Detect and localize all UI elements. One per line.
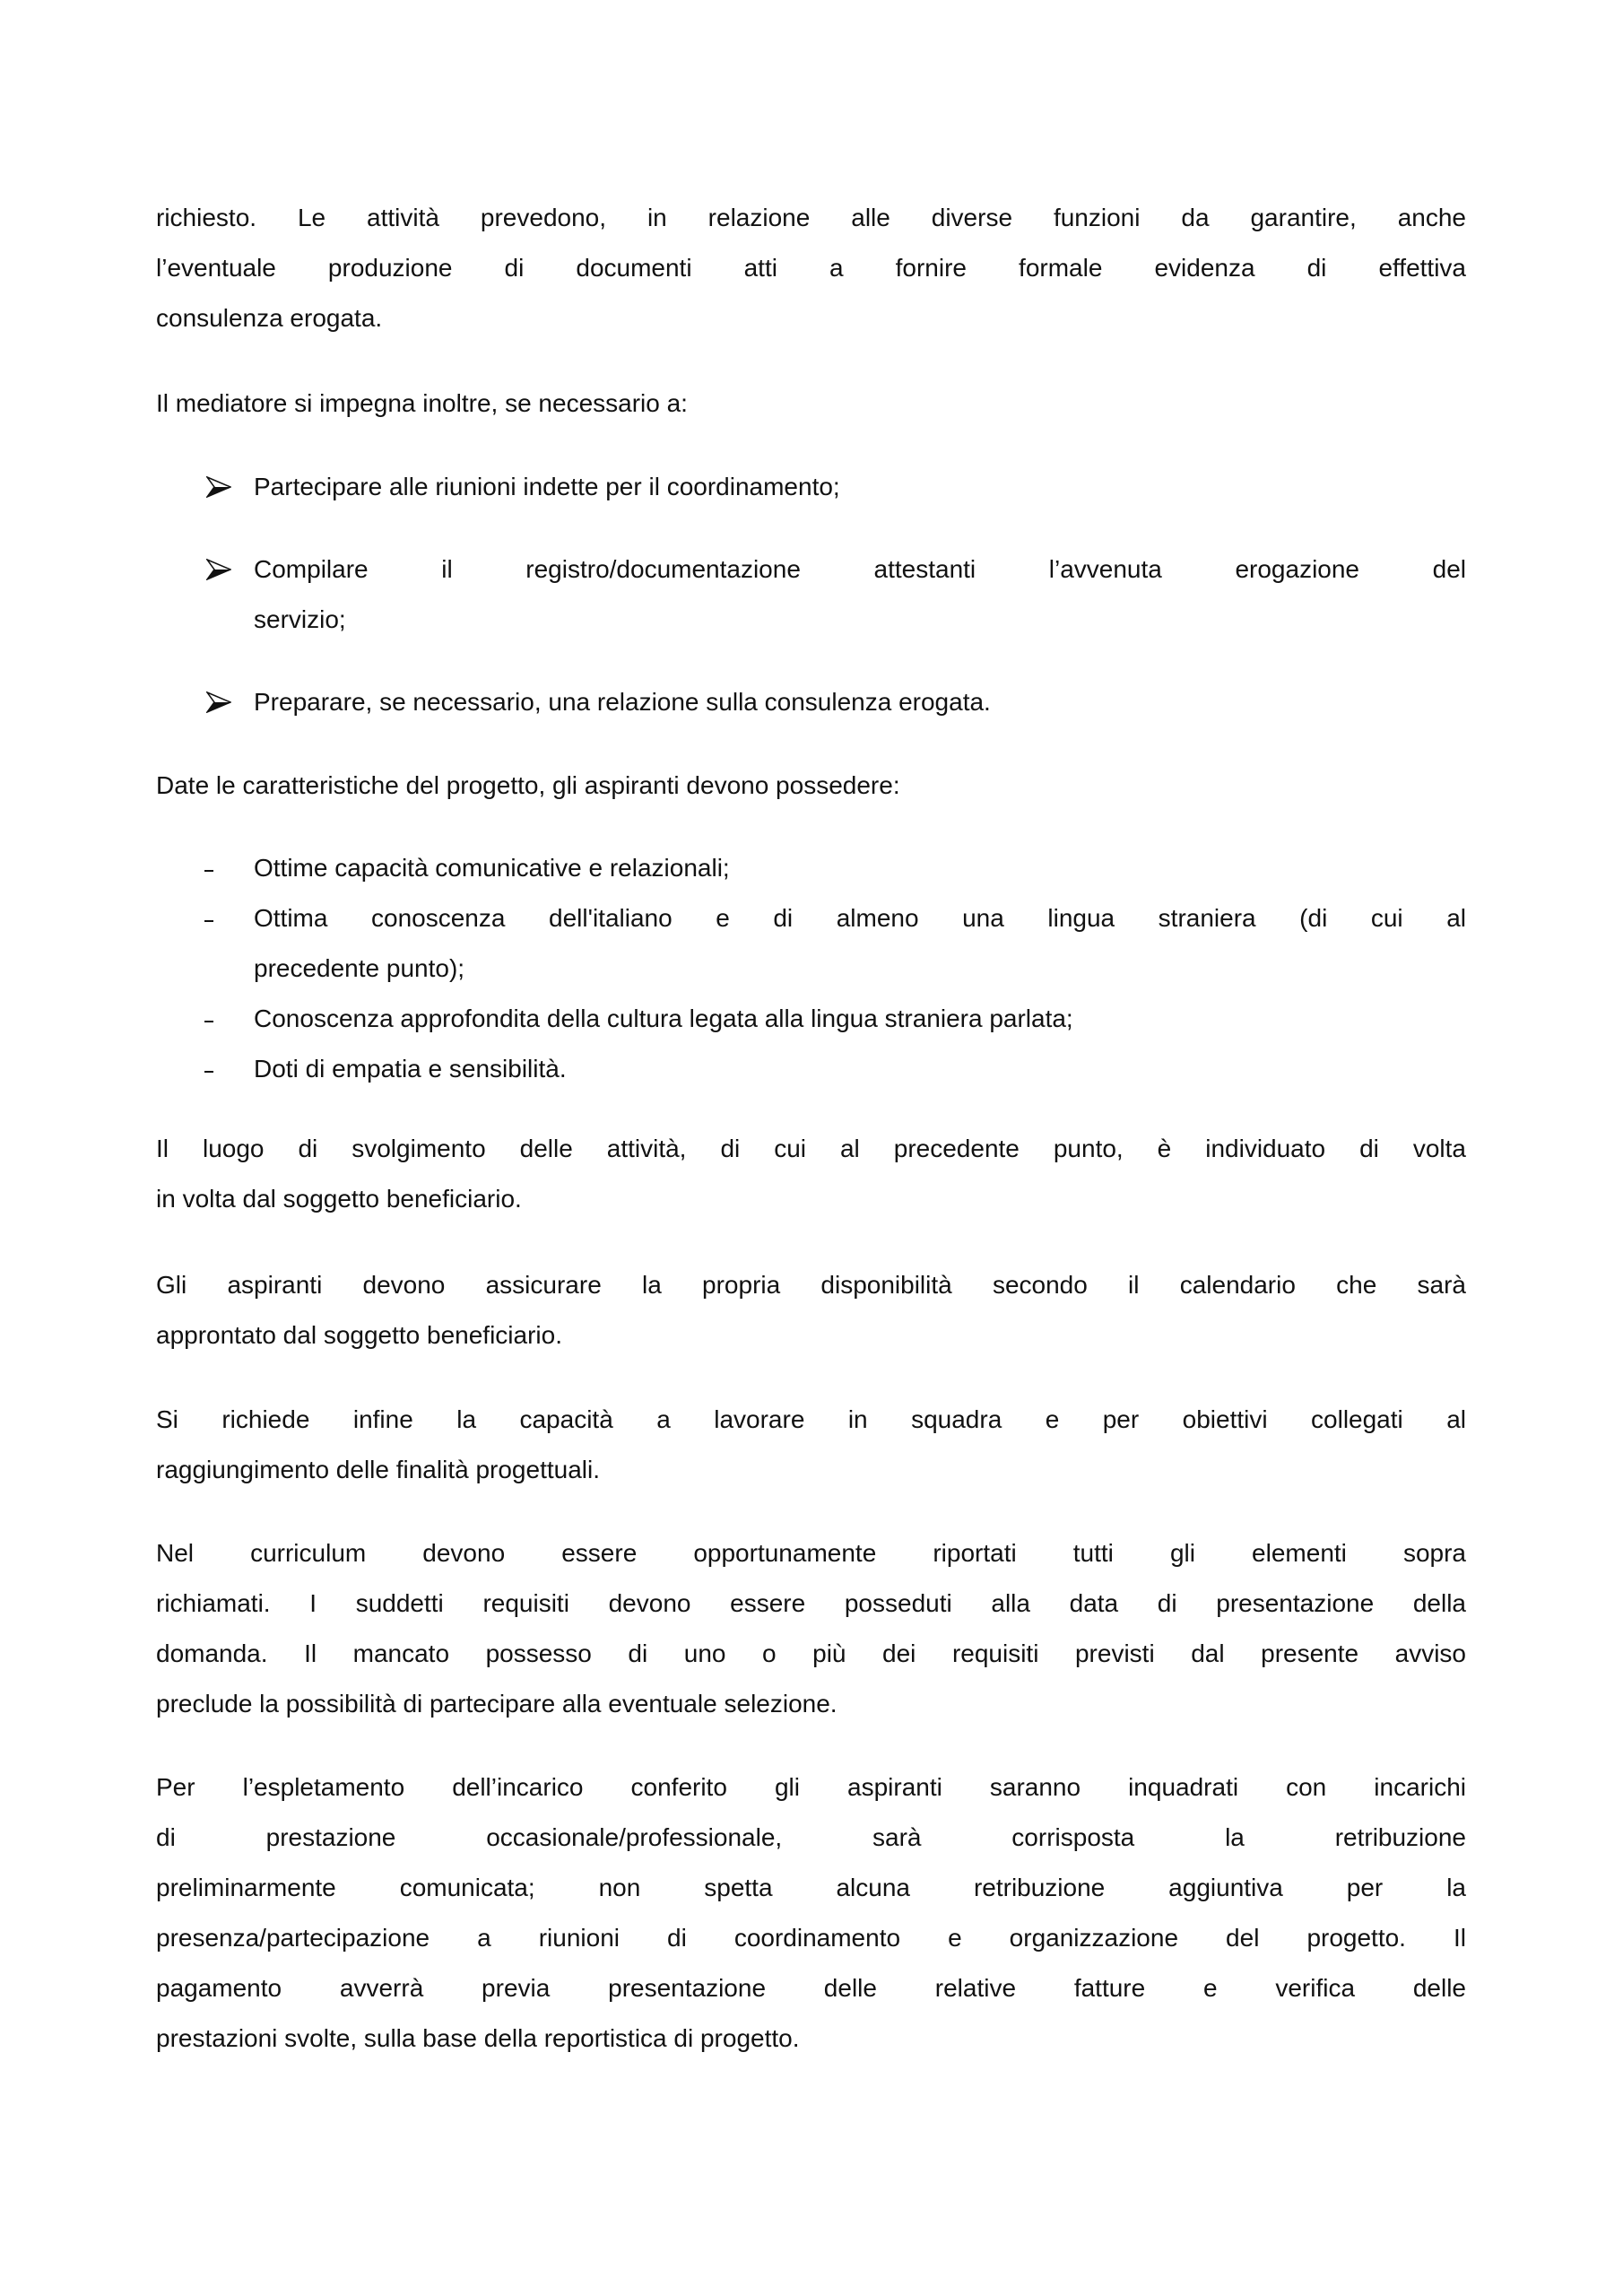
text-line: Preparare, se necessario, una relazione sulla consulenza erogata.	[254, 688, 991, 716]
list-item	[156, 843, 1466, 893]
dash-bullet-icon	[204, 1044, 217, 1094]
text-line: in volta dal soggetto beneficiario.	[156, 1185, 522, 1213]
text-line: l’eventuale produzione di documenti atti a fornire formale evidenza di effettiva	[156, 254, 1466, 282]
text-line: Nel curriculum devono essere opportunamente riportati tutti gli elementi sopra	[156, 1539, 1466, 1567]
paragraph-requirements-intro	[156, 761, 1466, 811]
text-line: prestazioni svolte, sulla base della reportistica di progetto.	[156, 2024, 800, 2052]
arrow-bullet-icon	[206, 462, 231, 512]
dash-bullet-icon	[204, 893, 217, 944]
list-item	[156, 677, 1466, 727]
arrow-bullet-icon	[206, 544, 231, 595]
text-line: di prestazione occasionale/professionale, sarà corrisposta la retribuzione	[156, 1823, 1466, 1851]
text-line: raggiungimento delle finalità progettuali.	[156, 1456, 600, 1483]
text-line: approntato dal soggetto beneficiario.	[156, 1321, 562, 1349]
text-line: Per l’espletamento dell’incarico conferito gli aspiranti saranno inquadrati con incarichi	[156, 1773, 1466, 1801]
text-line: Partecipare alle riunioni indette per il coordinamento;	[254, 473, 840, 500]
text-line: pagamento avverrà previa presentazione delle relative fatture e verifica delle	[156, 1974, 1466, 2002]
text-line: servizio;	[254, 605, 346, 633]
dash-bullet-icon	[204, 843, 217, 893]
arrow-bullet-list	[156, 462, 1466, 727]
arrow-bullet-icon	[206, 677, 231, 727]
paragraph-compensation	[156, 1762, 1466, 2064]
text-line: domanda. Il mancato possesso di uno o più dei requisiti previsti dal presente avviso	[156, 1639, 1466, 1667]
list-item	[156, 462, 1466, 512]
text-line: precedente punto);	[254, 954, 465, 982]
text-line: Date le caratteristiche del progetto, gli aspiranti devono possedere:	[156, 771, 900, 799]
list-item	[156, 544, 1466, 645]
text-line: preclude la possibilità di partecipare alla eventuale selezione.	[156, 1690, 838, 1718]
paragraph-location	[156, 1124, 1466, 1224]
dash-bullet-list	[156, 843, 1466, 1094]
text-line: richiesto. Le attività prevedono, in relazione alle diverse funzioni da garantire, anche	[156, 204, 1466, 231]
text-line: Conoscenza approfondita della cultura legata alla lingua straniera parlata;	[254, 1004, 1073, 1032]
text-line: presenza/partecipazione a riunioni di coordinamento e organizzazione del progetto. Il	[156, 1924, 1466, 1952]
paragraph-curriculum	[156, 1528, 1466, 1729]
text-line: Doti di empatia e sensibilità.	[254, 1055, 567, 1083]
text-line: Compilare il registro/documentazione attestanti l’avvenuta erogazione del	[254, 555, 1466, 583]
text-line: Il luogo di svolgimento delle attività, di cui al precedente punto, è individuato di volta	[156, 1135, 1466, 1162]
text-line: Ottime capacità comunicative e relazionali;	[254, 854, 730, 882]
list-item	[156, 893, 1466, 994]
text-line: Gli aspiranti devono assicurare la propria disponibilità secondo il calendario che sarà	[156, 1271, 1466, 1299]
paragraph-availability	[156, 1260, 1466, 1361]
list-item	[156, 1044, 1466, 1094]
paragraph-teamwork	[156, 1395, 1466, 1495]
text-line: Si richiede infine la capacità a lavorare in squadra e per obiettivi collegati al	[156, 1405, 1466, 1433]
list-item	[156, 994, 1466, 1044]
paragraph-activities	[156, 193, 1466, 344]
text-line: preliminarmente comunicata; non spetta alcuna retribuzione aggiuntiva per la	[156, 1874, 1466, 1901]
text-line: richiamati. I suddetti requisiti devono essere posseduti alla data di presentazione della	[156, 1589, 1466, 1617]
text-line: Ottima conoscenza dell'italiano e di almeno una lingua straniera (di cui al	[254, 904, 1466, 932]
text-line: consulenza erogata.	[156, 304, 383, 332]
text-line: Il mediatore si impegna inoltre, se necessario a:	[156, 389, 688, 417]
paragraph-mediator-commitments	[156, 378, 1466, 429]
dash-bullet-icon	[204, 994, 217, 1044]
